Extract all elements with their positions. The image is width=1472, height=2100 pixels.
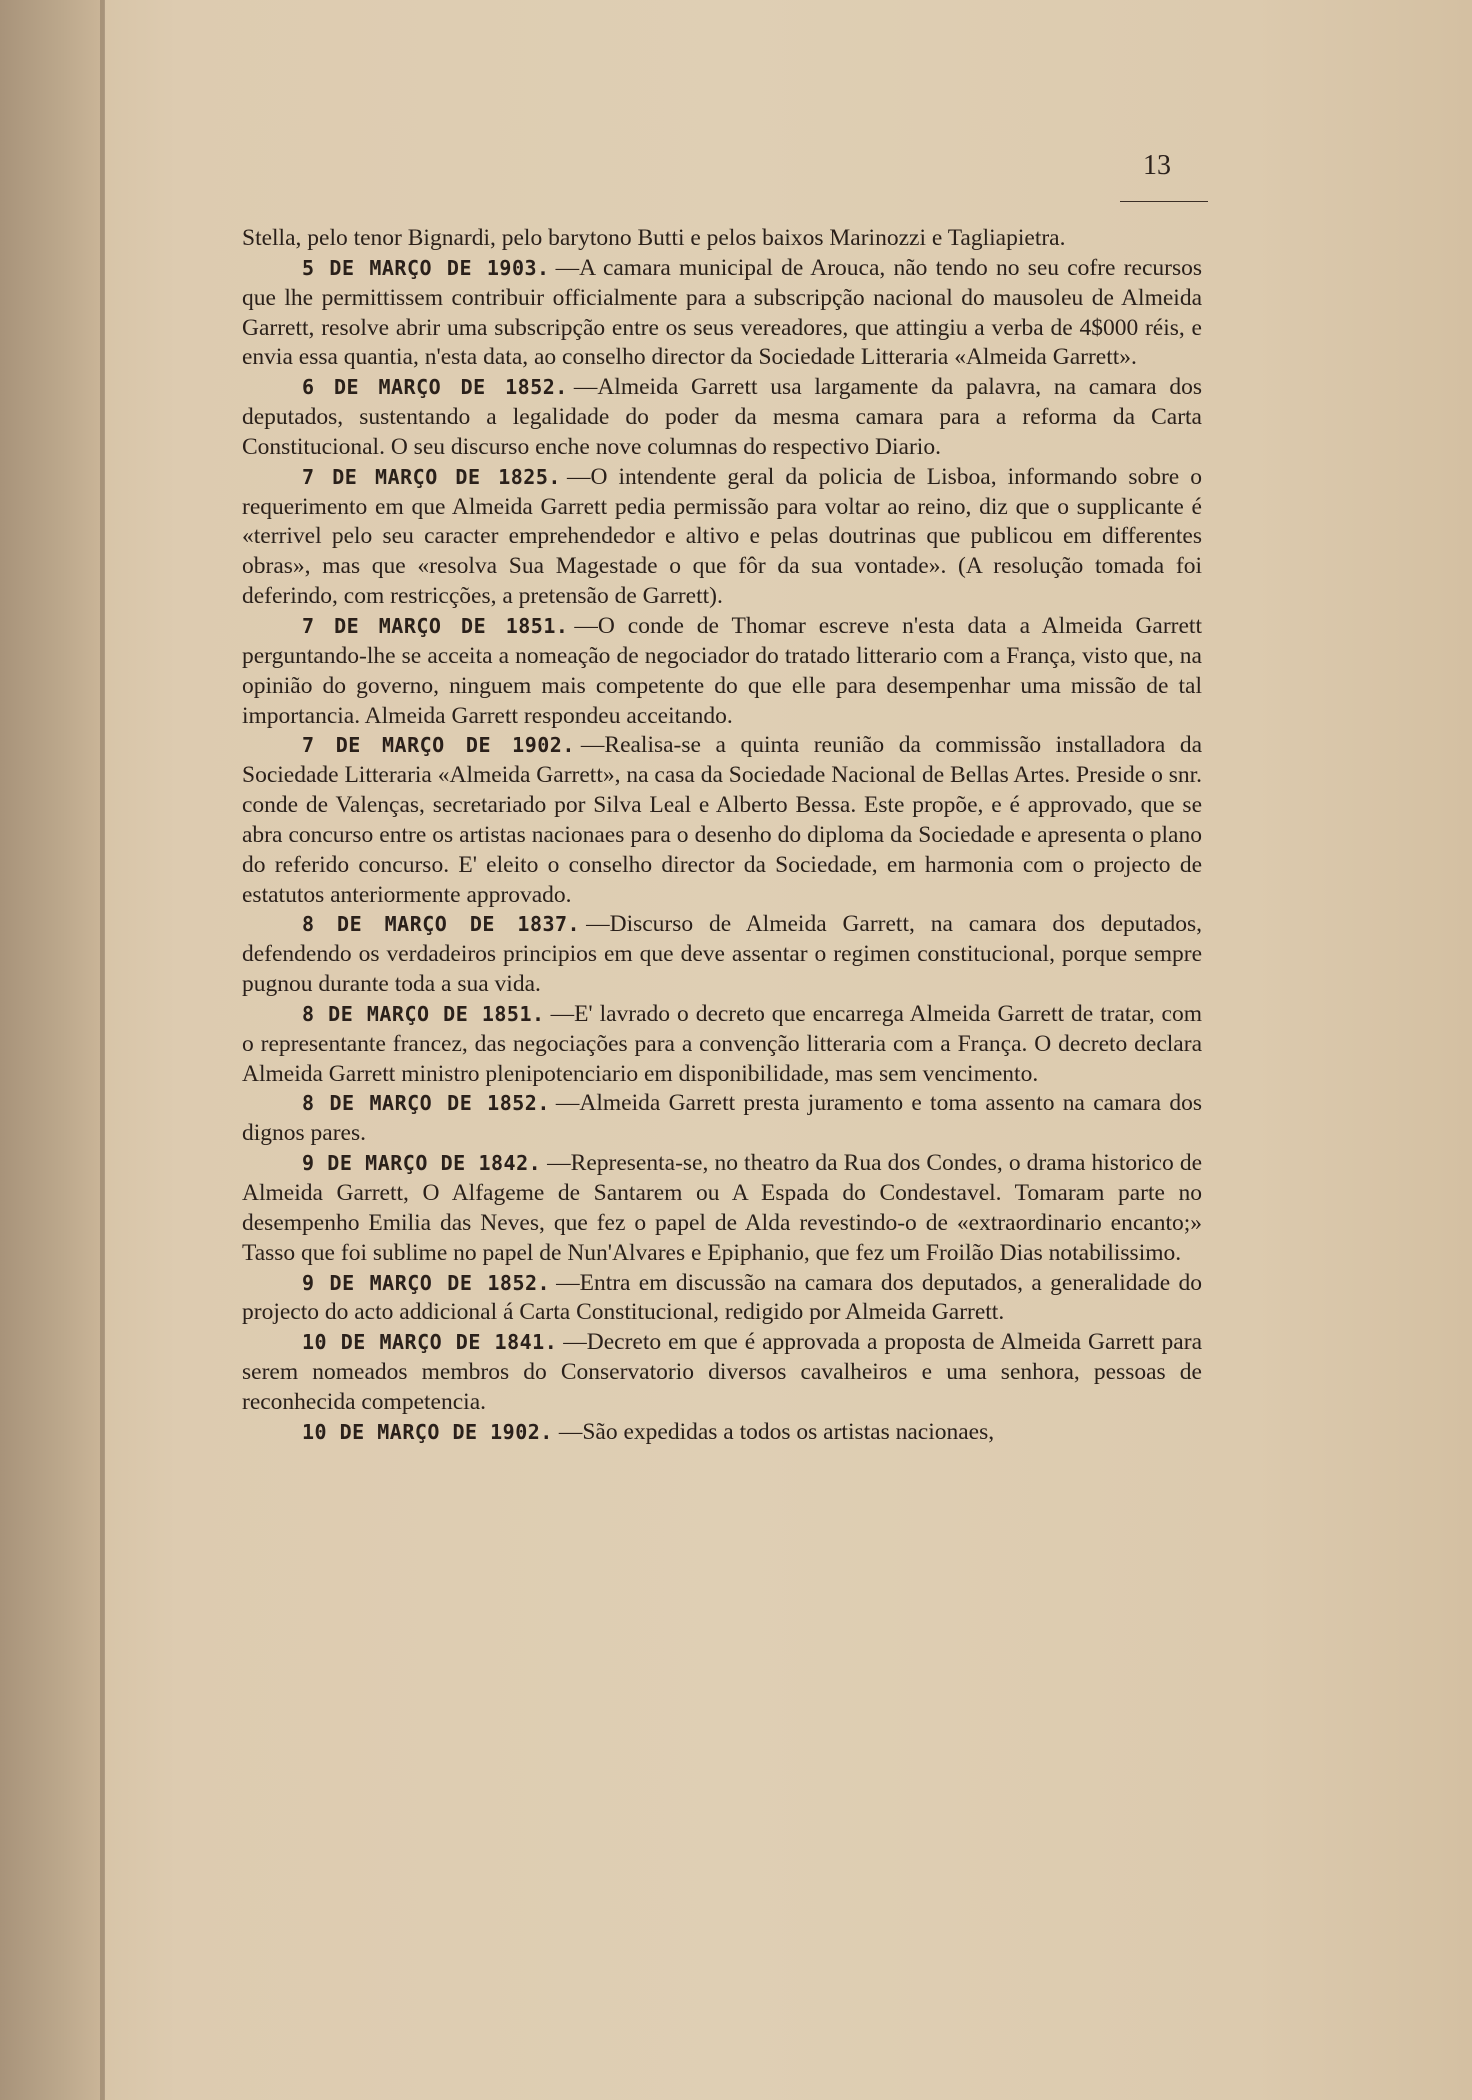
entry-text: Realisa-se a quinta reunião da commissão installadora da Sociedade Litteraria «Almeida Garrett», na casa da Sociedade Nacional de Bellas Artes. Preside o snr. conde de Valenças, secretariado por Silva Leal e Alberto Bessa. Este propõe, e é approvado, que se abra concurso entre os artistas nacionaes para o desenho do diploma da Sociedade e apresenta o plano do referido concurso. E' eleito o conselho director da Sociedade, em harmonia com o projecto de estatutos anteriormente approvado. (242, 732, 1203, 908)
entry: 10 DE MARÇO DE 1902. —São expedidas a todos os artistas nacionaes, (302, 1418, 995, 1445)
entry-text: Almeida Garrett usa largamente da palavra, na camara dos deputados, sustentando a legalidade do poder da mesma camara para a reforma da Carta Constitucional. O seu discurso enche nove columnas do respectivo Diario. (242, 374, 1203, 460)
entry-text: Discurso de Almeida Garrett, na camara dos deputados, defendendo os verdadeiros principios em que deve assentar o regimen constitucional, porque sempre pugnou durante toda a sua vida. (242, 911, 1203, 998)
entry: 10 DE MARÇO DE 1841. —Decreto em que é approvada a proposta de Almeida Garrett para serem nomeados membros do Conservatorio diversos cavalheiros e uma senhora, pessoas de reconhecida competencia. (242, 1329, 1202, 1415)
chronology-text (242, 224, 1202, 1448)
entry-date: 9 DE MARÇO DE 1852. (302, 1270, 551, 1295)
entry: 8 DE MARÇO DE 1837. —Discurso de Almeida Garrett, na camara dos deputados, defendendo os verdadeiros principios em que deve assentar o regimen constitucional, porque sempre pugnou durante toda a sua vida. (242, 911, 1203, 998)
page-number: 13 (1143, 150, 1171, 181)
binding-edge (100, 0, 105, 2100)
entry: 9 DE MARÇO DE 1842. —Representa-se, no theatro da Rua dos Condes, o drama historico de Almeida Garrett, O Alfageme de Santarem ou A Espada do Condestavel. Tomaram parte no desempenho Emilia das Neves, que fez o papel de Alda revestindo-o de «extraordinario encanto;» Tasso que foi sublime no papel de Nun'Alvares e Epiphanio, que fez um Froilão Dias notabilissimo. (242, 1150, 1202, 1266)
entry-date: 8 DE MARÇO DE 1852. (302, 1091, 550, 1116)
entry-date: 5 DE MARÇO DE 1903. (302, 255, 550, 280)
entry-text: O conde de Thomar escreve n'esta data a Almeida Garrett perguntando-lhe se acceita a nomeação de negociador do tratado litterario com a França, visto que, na opinião do governo, ninguem mais competente do que elle para desempenhar uma missão de tal importancia. Almeida Garrett respondeu acceitando. (242, 612, 1202, 729)
entry-date: 10 DE MARÇO DE 1902. (302, 1419, 553, 1444)
entry: 8 DE MARÇO DE 1851. —E' lavrado o decreto que encarrega Almeida Garrett de tratar, com o representante francez, das negociações para a convenção litteraria com a França. O decreto declara Almeida Garrett ministro plenipotenciario em disponibilidade, mas sem vencimento. (242, 1000, 1202, 1087)
entry: 7 DE MARÇO DE 1825. —O intendente geral da policia de Lisboa, informando sobre o requerimento em que Almeida Garrett pedia permissão para voltar ao reino, diz que o supplicante é «terrivel pelo seu caracter emprehendedor e altivo e pelas doutrinas que publicou em differentes obras», mas que «resolva Sua Magestade o que fôr da sua vontade». (A resolução tomada foi deferindo, com restricções, a pretensão de Garrett). (242, 463, 1203, 610)
entry-text: Decreto em que é approvada a proposta de Almeida Garrett para serem nomeados membros do Conservatorio diversos cavalheiros e uma senhora, pessoas de reconhecida competencia. (242, 1329, 1202, 1415)
entry-text: A camara municipal de Arouca, não tendo no seu cofre recursos que lhe permittissem contribuir officialmente para a subscripção nacional do mausoleu de Almeida Garrett, resolve abrir uma subscripção entre os seus vereadores, que attingiu a verba de 4$000 réis, e envia essa quantia, n'esta data, ao conselho director da Sociedade Litteraria «Almeida Garrett». (242, 254, 1202, 371)
entry-date: 7 DE MARÇO DE 1851. (302, 613, 569, 638)
header-rule (1120, 201, 1208, 202)
entry-date: 10 DE MARÇO DE 1841. (302, 1330, 558, 1355)
entry-continuation (242, 224, 1202, 254)
entry-date: 8 DE MARÇO DE 1837. (302, 912, 581, 937)
page-binding (0, 0, 104, 2100)
entry: 6 DE MARÇO DE 1852. —Almeida Garrett usa largamente da palavra, na camara dos deputados, sustentando a legalidade do poder da mesma camara para a reforma da Carta Constitucional. O seu discurso enche nove columnas do respectivo Diario. (242, 374, 1203, 460)
entry-text: Stella, pelo tenor Bignardi, pelo barytono Butti e pelos baixos Marinozzi e Tagliapietra. (242, 225, 1066, 251)
entry: 7 DE MARÇO DE 1851. —O conde de Thomar escreve n'esta data a Almeida Garrett perguntando-lhe se acceita a nomeação de negociador do tratado litterario com a França, visto que, na opinião do governo, ninguem mais competente do que elle para desempenhar uma missão de tal importancia. Almeida Garrett respondeu acceitando. (242, 612, 1202, 729)
entry-text: Almeida Garrett presta juramento e toma assento na camara dos dignos pares. (242, 1090, 1202, 1147)
entry-text: São expedidas a todos os artistas nacionaes, (582, 1418, 995, 1445)
entry-date: 7 DE MARÇO DE 1825. (302, 464, 561, 489)
entry-date: 8 DE MARÇO DE 1851. (302, 1001, 545, 1026)
entry-text: Representa-se, no theatro da Rua dos Condes, o drama historico de Almeida Garrett, O Alfageme de Santarem ou A Espada do Condestavel. Tomaram parte no desempenho Emilia das Neves, que fez o papel de Alda revestindo-o de «extraordinario encanto;» Tasso que foi sublime no papel de Nun'Alvares e Epiphanio, que fez um Froilão Dias notabilissimo. (242, 1150, 1202, 1266)
entry: 9 DE MARÇO DE 1852. —Entra em discussão na camara dos deputados, a generalidade do projecto do acto addicional á Carta Constitucional, redigido por Almeida Garrett. (242, 1269, 1202, 1326)
entry: 5 DE MARÇO DE 1903. —A camara municipal de Arouca, não tendo no seu cofre recursos que lhe permittissem contribuir officialmente para a subscripção nacional do mausoleu de Almeida Garrett, resolve abrir uma subscripção entre os seus vereadores, que attingiu a verba de 4$000 réis, e envia essa quantia, n'esta data, ao conselho director da Sociedade Litteraria «Almeida Garrett». (242, 254, 1202, 371)
entry-date: 7 DE MARÇO DE 1902. (302, 733, 575, 758)
entry-date: 6 DE MARÇO DE 1852. (302, 375, 568, 400)
entry: 7 DE MARÇO DE 1902. —Realisa-se a quinta reunião da commissão installadora da Sociedade Litteraria «Almeida Garrett», na casa da Sociedade Nacional de Bellas Artes. Preside o snr. conde de Valenças, secretariado por Silva Leal e Alberto Bessa. Este propõe, e é approvado, que se abra concurso entre os artistas nacionaes para o desenho do diploma da Sociedade e apresenta o plano do referido concurso. E' eleito o conselho director da Sociedade, em harmonia com o projecto de estatutos anteriormente approvado. (242, 732, 1203, 908)
entry: 8 DE MARÇO DE 1852. —Almeida Garrett presta juramento e toma assento na camara dos dignos pares. (242, 1090, 1202, 1147)
entry-date: 9 DE MARÇO DE 1842. (302, 1151, 542, 1176)
entry-text: O intendente geral da policia de Lisboa, informando sobre o requerimento em que Almeida Garrett pedia permissão para voltar ao reino, diz que o supplicante é «terrivel pelo seu caracter emprehendedor e altivo e pelas doutrinas que publicou em differentes obras», mas que «resolva Sua Magestade o que fôr da sua vontade». (A resolução tomada foi deferindo, com restricções, a pretensão de Garrett). (242, 463, 1203, 610)
entry-text: E' lavrado o decreto que encarrega Almeida Garrett de tratar, com o representante francez, das negociações para a convenção litteraria com a França. O decreto declara Almeida Garrett ministro plenipotenciario em disponibilidade, mas sem vencimento. (242, 1000, 1202, 1087)
entry-text: Entra em discussão na camara dos deputados, a generalidade do projecto do acto addicional á Carta Constitucional, redigido por Almeida Garrett. (242, 1269, 1202, 1326)
